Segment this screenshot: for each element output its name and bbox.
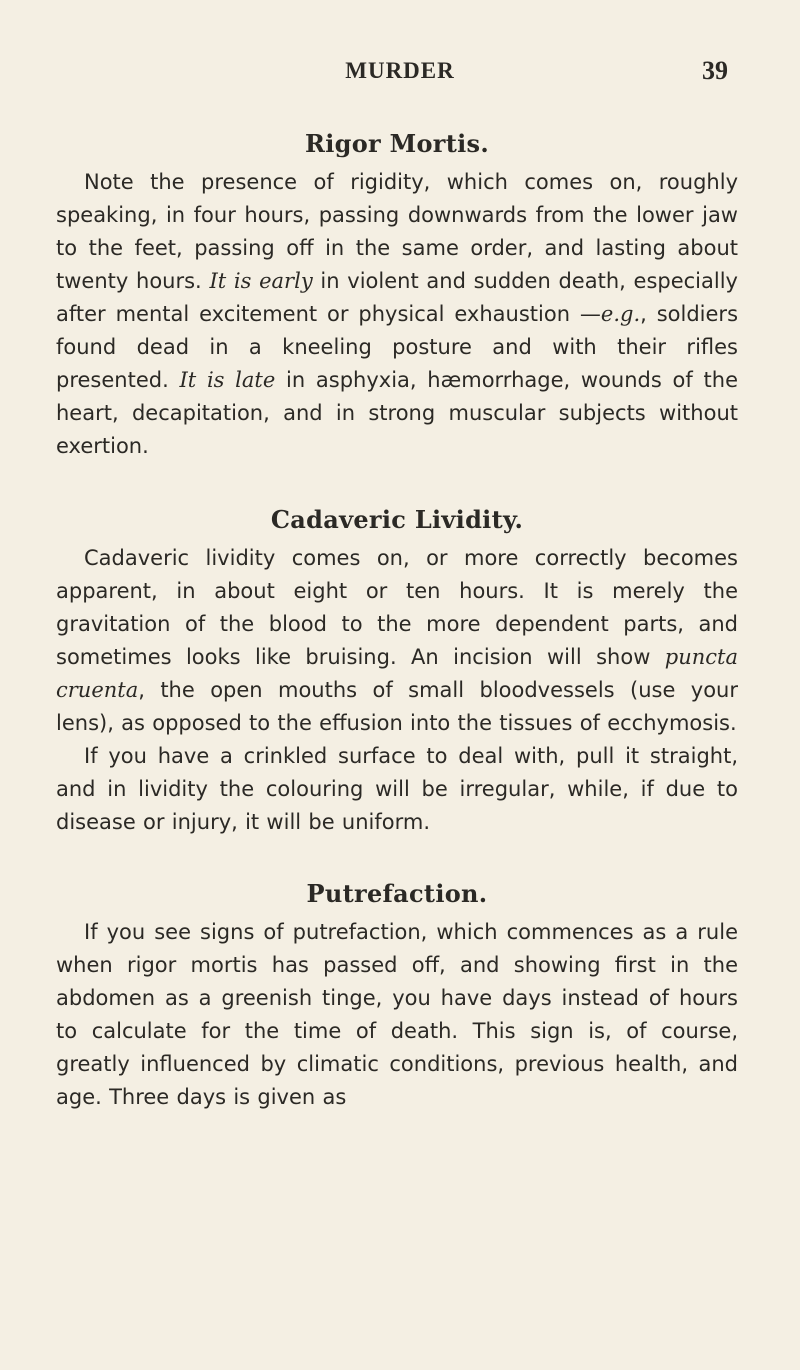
paragraph-lividity-1 <box>56 542 738 740</box>
section-title: Rigor Mortis. <box>304 129 490 158</box>
italic-text-run: It is late <box>179 368 276 392</box>
section-rigor-mortis <box>56 126 738 463</box>
paragraph-lividity-2 <box>56 740 738 839</box>
text-run: in violent and sudden death, especially after mental excitement or physical exhaustion — <box>56 269 738 326</box>
section-cadaveric-lividity <box>56 502 738 839</box>
italic-text-run: puncta cruenta <box>56 645 738 702</box>
italic-text-run: It is early <box>209 269 313 293</box>
text-run: If you have a crinkled surface to deal with, pull it straight, and in lividity the colouring will be irregular, while, if due to disease or injury, it will be uniform. <box>56 744 738 834</box>
paragraph-putrefaction <box>56 916 738 1114</box>
page-number: 39 <box>702 56 728 85</box>
text-run: Cadaveric lividity comes on, or more correctly becomes apparent, in about eight or ten hours. It is merely the gravitation of the blood to the more dependent parts, and sometimes looks like bruising. An incision will show <box>56 546 738 669</box>
page-content <box>56 126 738 1114</box>
running-title: MURDER <box>345 58 455 83</box>
text-run: , soldiers found dead in a kneeling posture and with their rifles presented. <box>56 302 739 392</box>
section-putrefaction <box>56 876 738 1114</box>
text-run: If you see signs of putrefaction, which commences as a rule when rigor mortis has passed off, and showing first in the abdomen as a greenish tinge, you have days instead of hours to calculate for the time of death. This sign is, of course, greatly influenced by climatic conditions, previous health, and age. Three days is given as <box>56 920 738 1109</box>
section-title: Putrefaction. <box>306 879 488 908</box>
text-run: in asphyxia, hæmorrhage, wounds of the heart, decapitation, and in strong muscular subjects without exertion. <box>56 368 738 458</box>
paragraph-rigor-mortis <box>56 166 738 463</box>
text-run: Note the presence of rigidity, which comes on, roughly speaking, in four hours, passing downwards from the lower jaw to the feet, passing off in the same order, and lasting about twenty hours. <box>56 170 738 293</box>
running-head <box>0 58 800 88</box>
section-title: Cadaveric Lividity. <box>270 505 524 534</box>
text-run: , the open mouths of small bloodvessels (use your lens), as opposed to the effusion into the tissues of ecchymosis. <box>56 678 738 735</box>
italic-text-run: e.g. <box>600 302 641 326</box>
